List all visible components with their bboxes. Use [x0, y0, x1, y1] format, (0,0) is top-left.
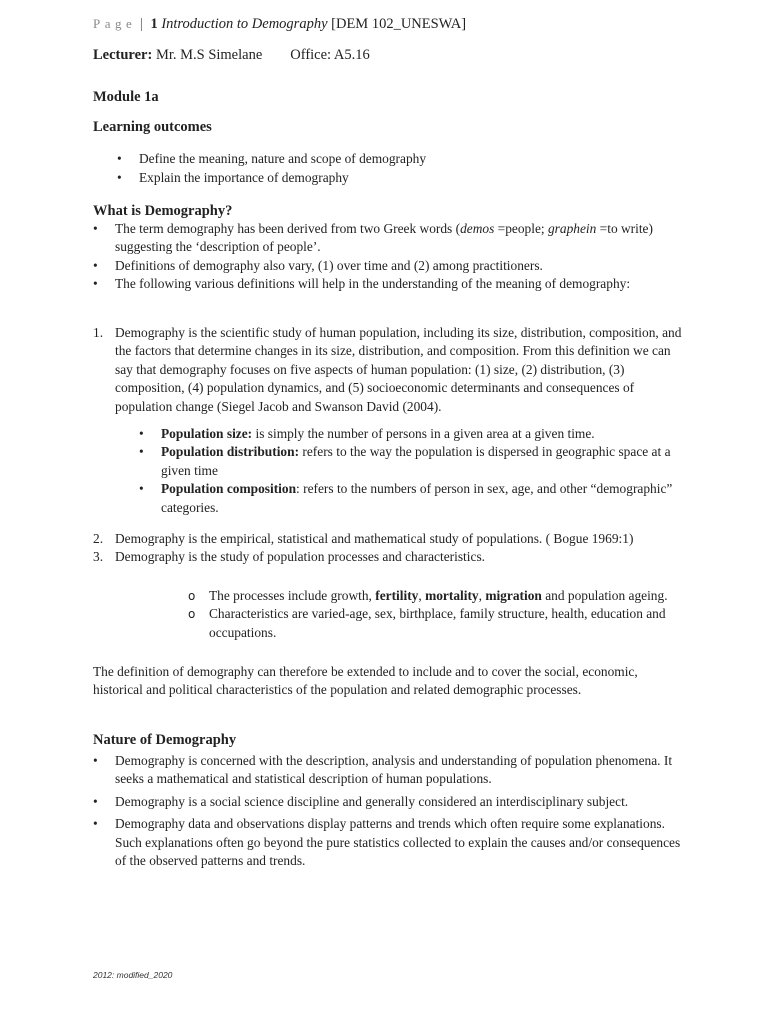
- circle-bullet-icon: o: [188, 589, 196, 603]
- office: Office: A5.16: [290, 47, 370, 63]
- bullet-icon: •: [93, 816, 98, 832]
- lecturer-line: [93, 46, 370, 64]
- list-item: o The processes include growth, fertility, mortality, migration and population ageing.: [93, 587, 683, 605]
- list-item: o Characteristics are varied-age, sex, birthplace, family structure, health, education and occupations.: [188, 606, 666, 640]
- lecturer-label: Lecturer:: [93, 47, 153, 63]
- list-item: • Explain the importance of demography: [93, 169, 683, 187]
- bullet-icon: •: [117, 151, 122, 166]
- list-item: • The term demography has been derived from two Greek words (demos =people; graphein =to write) suggesting the ‘description of people’.: [93, 221, 653, 255]
- list-item: • Definitions of demography also vary, (1) over time and (2) among practitioners.: [93, 257, 683, 275]
- list-item: 2. Demography is the empirical, statistical and mathematical study of populations. ( Bogue 1969:1): [93, 531, 634, 546]
- definition-3-sublist: [93, 587, 683, 642]
- list-item: • Population size: is simply the number of persons in a given area at a given time.: [93, 425, 683, 443]
- list-item: • Demography data and observations display patterns and trends which often require some explanations. Such explanations often go beyond the pure statistics collected to explain the causes and/or consequences of the observed patterns and trends.: [93, 816, 681, 869]
- bullet-icon: •: [117, 170, 122, 186]
- circle-bullet-icon: o: [188, 607, 196, 622]
- bullet-icon: •: [139, 426, 144, 441]
- page-word: Page: [93, 16, 137, 31]
- bullet-icon: •: [93, 753, 98, 768]
- bullet-icon: •: [93, 276, 98, 292]
- header-separator: |: [139, 16, 143, 32]
- list-item: 1. Demography is the scientific study of human population, including its size, distribution, composition, and the factors that determine changes in its size, distribution, and composition. From this definition we can say that demography focuses on five aspects of human population: (1) size, (2) distribution, (3) composition, (4) population dynamics, and (5) socioeconomic determinants and consequences of population change (Siegel Jacob and Swanson David (2004).: [93, 325, 682, 414]
- list-item: • Population composition: refers to the numbers of person in sex, age, and other “demographic” categories.: [139, 481, 673, 515]
- bullet-icon: •: [139, 481, 144, 497]
- list-item: 3. Demography is the study of population processes and characteristics.: [93, 549, 486, 565]
- definition-summary: The definition of demography can therefore be extended to include and to cover the social, economic, historical and political characteristics of the population and related demographic processes.: [93, 664, 638, 698]
- page-header: [93, 15, 466, 33]
- definitions-2-3: [93, 530, 683, 567]
- list-item: • Population distribution: refers to the way the population is dispersed in geographic space at a given time: [139, 444, 671, 478]
- learning-outcomes-heading: Learning outcomes: [93, 119, 212, 135]
- bullet-icon: •: [93, 221, 98, 236]
- bullet-icon: •: [139, 444, 144, 460]
- course-title: Introduction to Demography: [161, 16, 328, 32]
- bullet-icon: •: [93, 793, 98, 809]
- list-item: • Demography is a social science discipline and generally considered an interdisciplinary subject.: [93, 793, 683, 811]
- list-item: • Define the meaning, nature and scope of demography: [93, 150, 683, 168]
- what-is-list: [93, 220, 683, 294]
- page-number: 1: [150, 16, 158, 32]
- bullet-icon: •: [93, 257, 98, 273]
- list-item: • The following various definitions will help in the understanding of the meaning of demography:: [93, 275, 683, 293]
- definition-1: [93, 324, 683, 416]
- list-item: • Demography is concerned with the description, analysis and understanding of population phenomena. It seeks a mathematical and statistical description of human populations.: [93, 753, 673, 787]
- nature-list: [93, 752, 683, 870]
- lecturer-name: Mr. M.S Simelane: [152, 47, 263, 63]
- what-is-demography-heading: What is Demography?: [93, 203, 233, 219]
- definition-1-sublist: [93, 425, 683, 517]
- page-footer: 2012: modified_2020: [93, 970, 173, 980]
- nature-heading: Nature of Demography: [93, 732, 237, 748]
- learning-outcomes-list: [93, 150, 683, 188]
- module-title: Module 1a: [93, 89, 159, 105]
- course-code: [DEM 102_UNESWA]: [327, 16, 467, 32]
